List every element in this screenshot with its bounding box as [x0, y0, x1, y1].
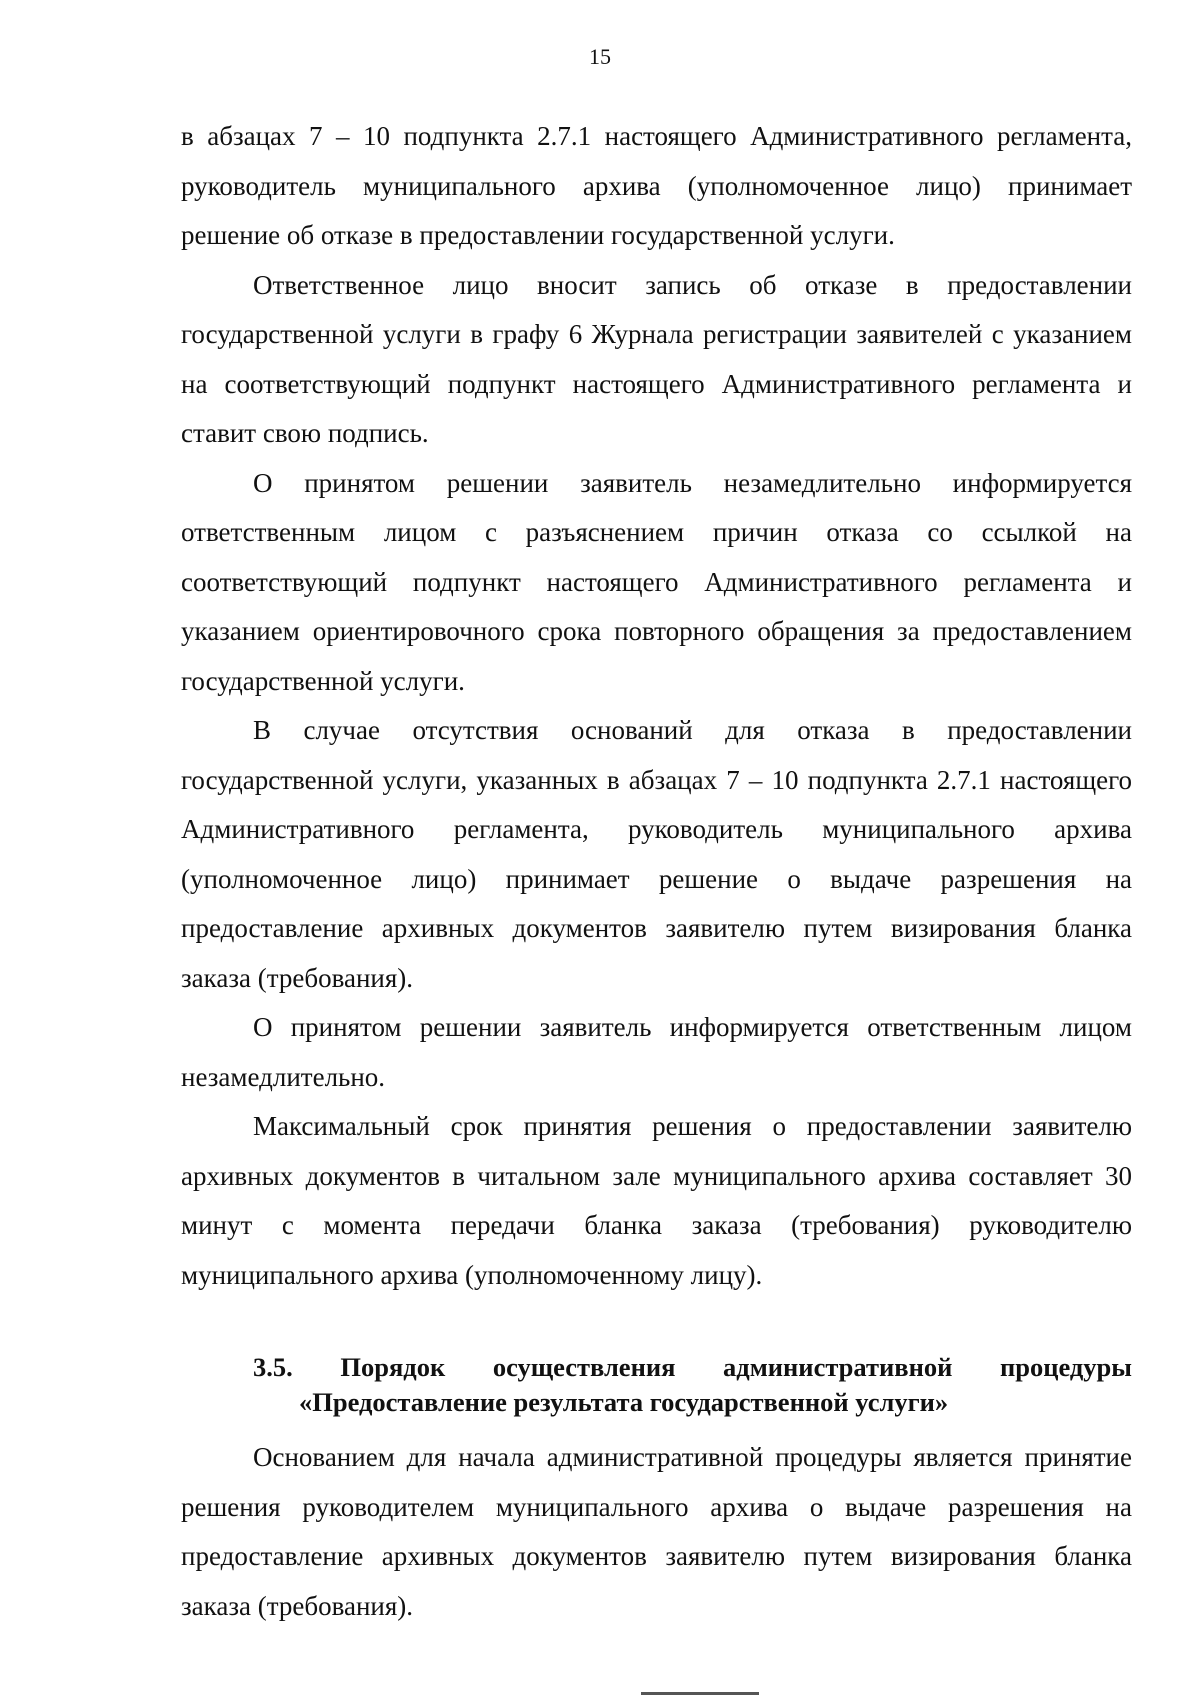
- paragraph: Ответственное лицо вносит запись об отказе в предоставлении государственной услуги в графу 6 Журнала регистрации заявителей с указанием на соответствующий подпункт настоящего Административного регламента и ставит свою подпись.: [181, 269, 1132, 448]
- paragraph: О принятом решении заявитель незамедлительно информируется ответственным лицом с разъяснением причин отказа со ссылкой на соответствующий подпункт настоящего Административного регламента и указанием ориентировочного срока повторного обращения за предоставлением государственной услуги.: [181, 467, 1132, 696]
- document-body: [181, 112, 1132, 1631]
- section-heading-line1: 3.5. Порядок осуществления административной процедуры: [253, 1352, 1132, 1382]
- paragraph: Основанием для начала административной процедуры является принятие решения руководителем муниципального архива о выдаче разрешения на предоставление архивных документов заявителю путем визирования бланка заказа (требования).: [181, 1442, 1132, 1621]
- paragraph-continuation: в абзацах 7 – 10 подпункта 2.7.1 настоящего Административного регламента, руководитель муниципального архива (уполномоченное лицо) принимает решение об отказе в предоставлении государственной услуги.: [181, 121, 1132, 250]
- paragraph: В случае отсутствия оснований для отказа в предоставлении государственной услуги, указанных в абзацах 7 – 10 подпункта 2.7.1 настоящего Административного регламента, руководитель муниципального архива (уполномоченное лицо) принимает решение о выдаче разрешения на предоставление архивных документов заявителю путем визирования бланка заказа (требования).: [181, 715, 1132, 993]
- section-heading: [181, 1350, 1132, 1420]
- paragraph: Максимальный срок принятия решения о предоставлении заявителю архивных документов в читальном зале муниципального архива составляет 30 минут с момента передачи бланка заказа (требования) руководителю муниципального архива (уполномоченному лицу).: [181, 1111, 1132, 1290]
- section-heading-line2: «Предоставление результата государственной услуги»: [299, 1387, 949, 1417]
- paragraph: О принятом решении заявитель информируется ответственным лицом незамедлительно.: [181, 1012, 1132, 1092]
- page-number: 15: [589, 44, 611, 69]
- bottom-rule-divider: [641, 1692, 759, 1695]
